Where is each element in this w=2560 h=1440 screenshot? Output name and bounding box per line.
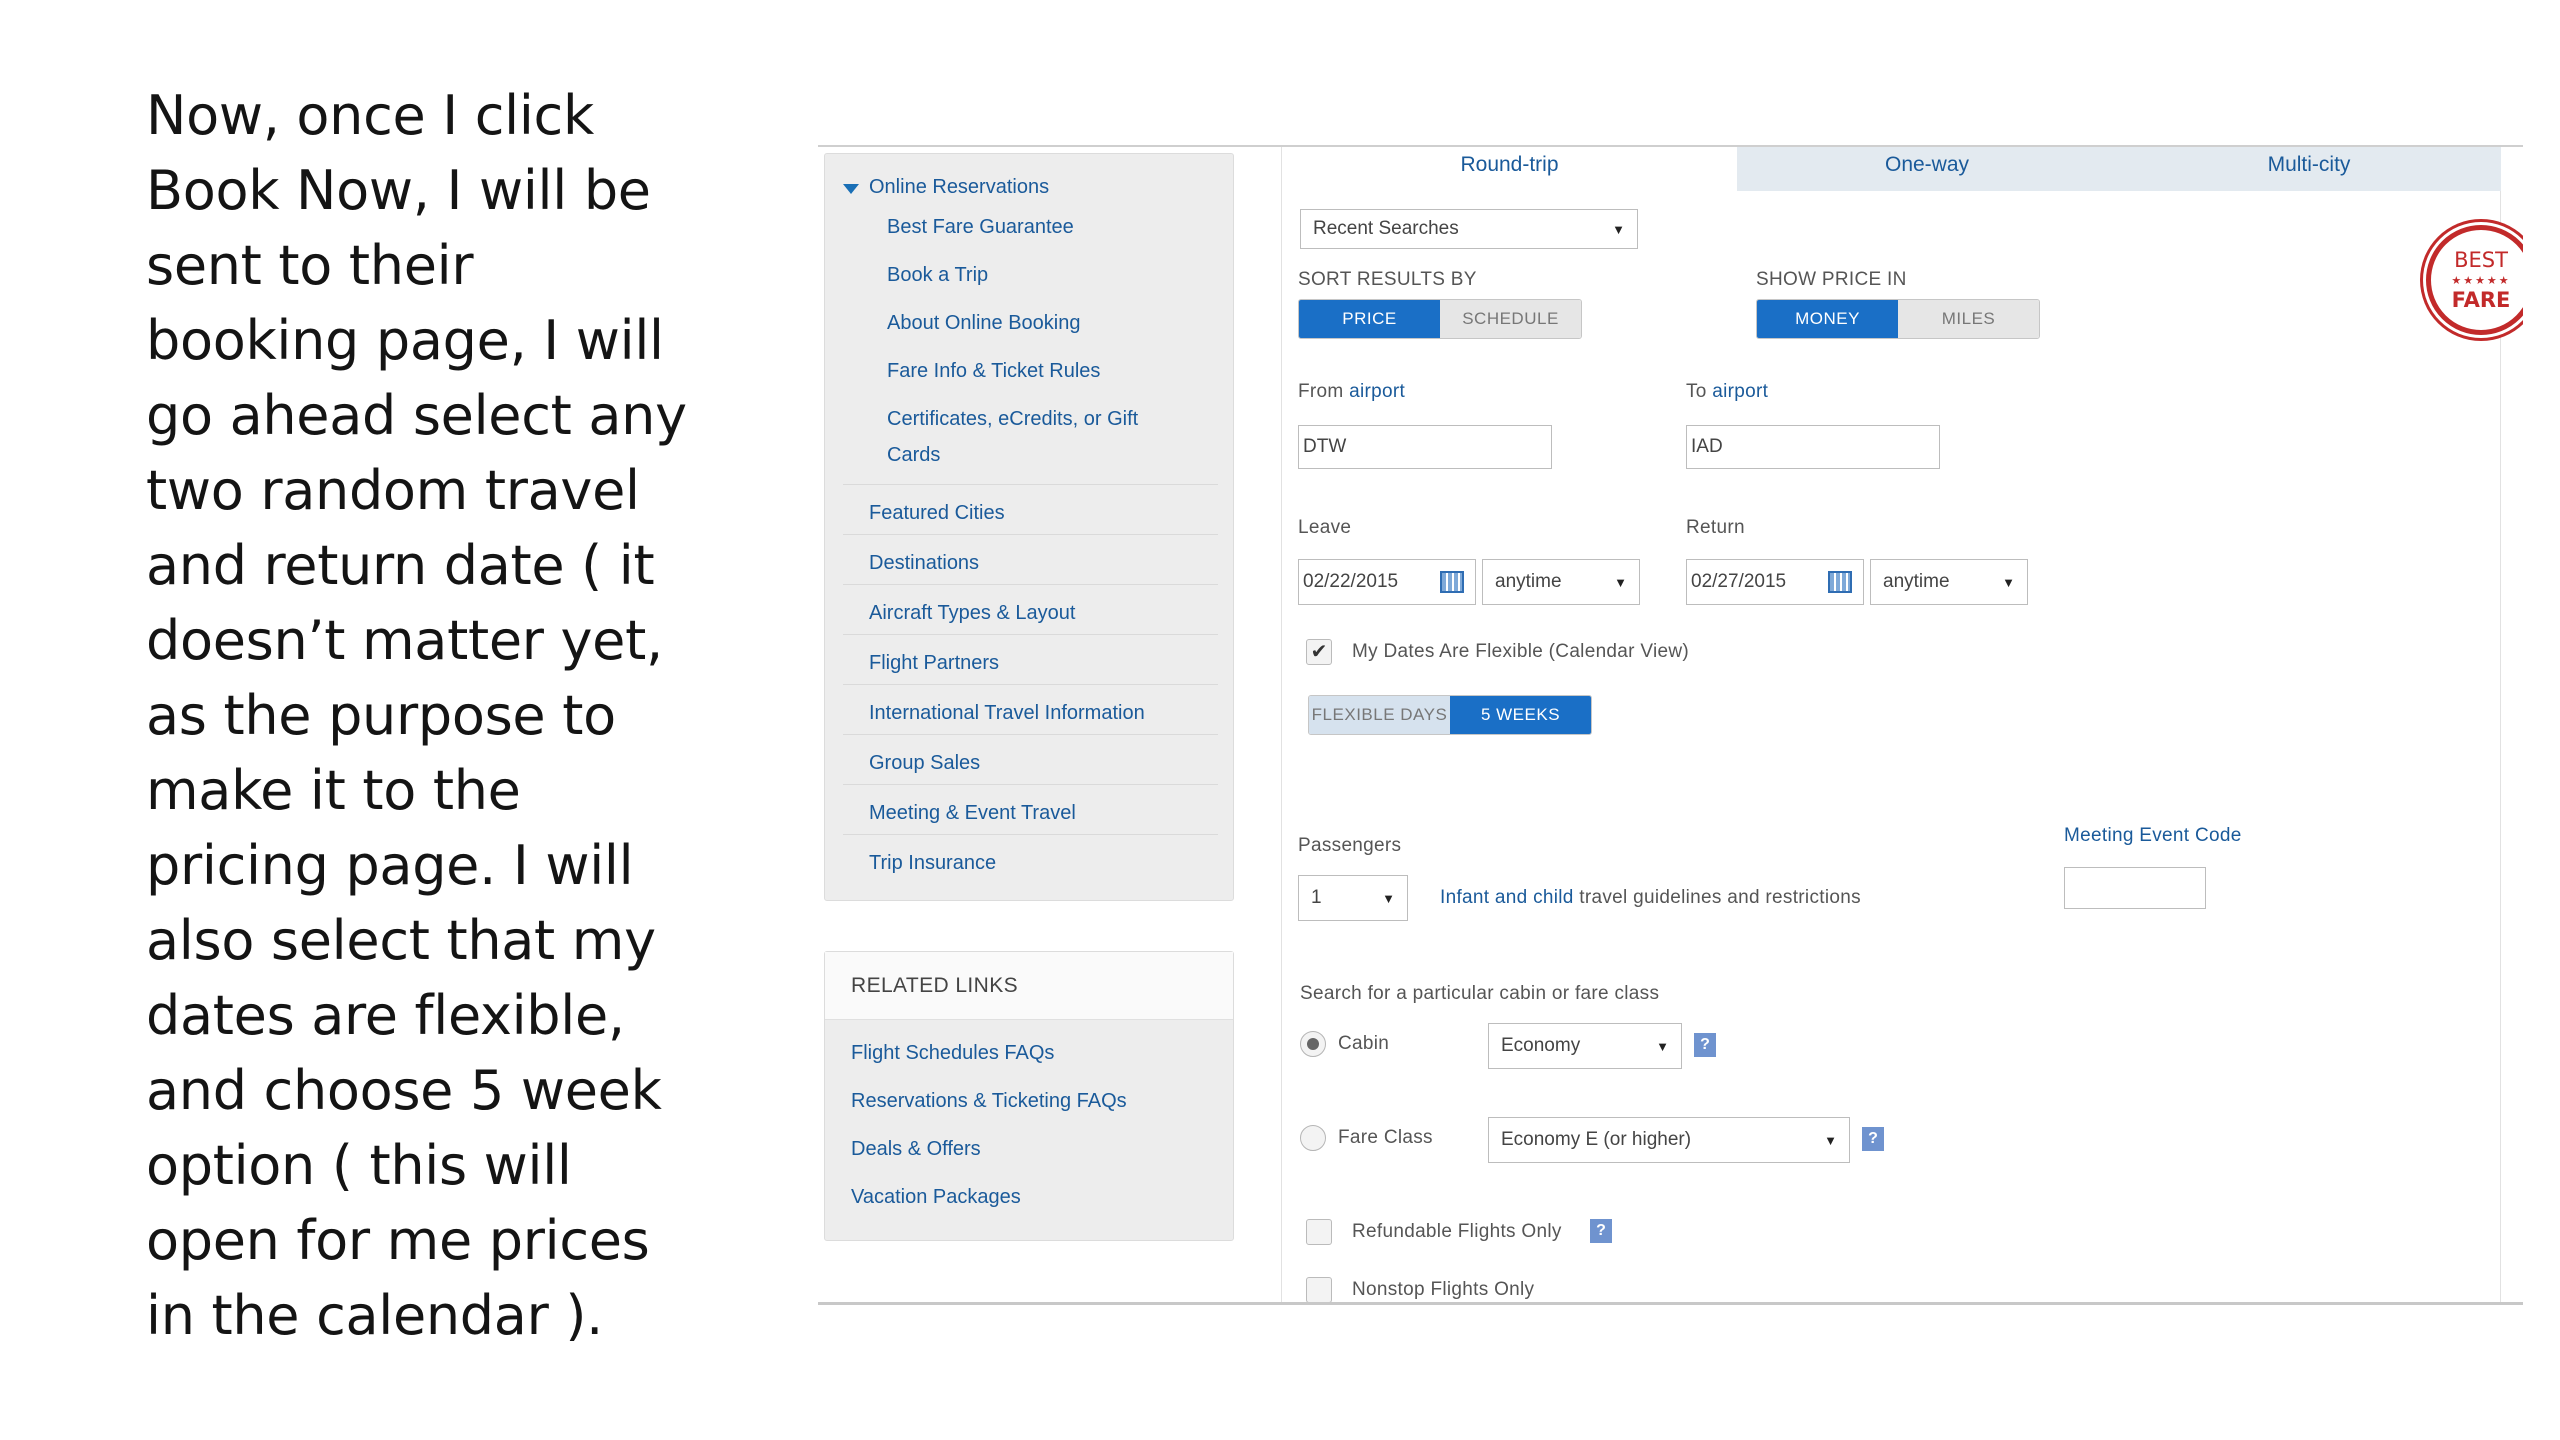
return-time-value: anytime: [1883, 571, 1950, 592]
narrative-line: option ( this will: [146, 1134, 572, 1197]
cabin-radio[interactable]: [1300, 1031, 1326, 1057]
cabin-label: Cabin: [1338, 1033, 1390, 1054]
from-airport-input[interactable]: DTW: [1298, 425, 1552, 469]
booking-screenshot: [818, 145, 2523, 1305]
price-money-button[interactable]: MONEY: [1757, 300, 1898, 338]
narrative-line: and choose 5 week: [146, 1059, 662, 1122]
related-link-vacation-packages[interactable]: Vacation Packages: [851, 1186, 1021, 1208]
infant-child-link[interactable]: Infant and child: [1440, 887, 1574, 908]
tab-round-trip[interactable]: Round-trip: [1460, 153, 1559, 176]
narrative-line: open for me prices: [146, 1209, 650, 1272]
leave-time-select[interactable]: [1482, 559, 1640, 605]
related-link-deals-offers[interactable]: Deals & Offers: [851, 1138, 981, 1160]
booking-form: [1281, 147, 2511, 1305]
divider: [843, 534, 1218, 535]
cabin-section-label: Search for a particular cabin or fare class: [1300, 983, 1660, 1004]
sidebar-item-international-travel[interactable]: International Travel Information: [869, 702, 1145, 724]
divider: [843, 784, 1218, 785]
sidebar-item-trip-insurance[interactable]: Trip Insurance: [869, 852, 997, 874]
infant-guidelines-note: travel guidelines and restrictions: [1579, 887, 1861, 908]
leave-time-value: anytime: [1495, 571, 1562, 592]
fare-class-value: Economy E (or higher): [1501, 1129, 1692, 1150]
sidebar-item-certificates[interactable]: Certificates, eCredits, or Gift: [887, 408, 1139, 430]
passengers-value: 1: [1311, 887, 1322, 908]
leave-date-input[interactable]: 02/22/2015: [1298, 559, 1476, 605]
related-link-reservations-faqs[interactable]: Reservations & Ticketing FAQs: [851, 1090, 1127, 1112]
narrative-line: also select that my: [146, 909, 656, 972]
help-icon[interactable]: ?: [1590, 1219, 1612, 1243]
return-time-select[interactable]: [1870, 559, 2028, 605]
recent-searches-select[interactable]: [1300, 209, 1638, 249]
seal-top-text: BEST: [2454, 248, 2508, 272]
flexible-dates-label: My Dates Are Flexible (Calendar View): [1352, 641, 1690, 662]
recent-searches-label: Recent Searches: [1313, 218, 1459, 239]
divider: [843, 584, 1218, 585]
narrative-line: go ahead select any: [146, 384, 687, 447]
sort-price-button[interactable]: PRICE: [1299, 300, 1440, 338]
narrative-line: Now, once I click: [146, 84, 594, 147]
help-icon[interactable]: ?: [1694, 1033, 1716, 1057]
tab-one-way[interactable]: One-way: [1737, 147, 2117, 191]
chevron-down-icon: ▼: [1382, 890, 1395, 906]
sidebar-section-online-reservations[interactable]: Online Reservations: [869, 176, 1050, 198]
five-weeks-button[interactable]: 5 WEEKS: [1450, 696, 1591, 734]
sidebar-item-book-a-trip[interactable]: Book a Trip: [887, 264, 989, 286]
sort-label: SORT RESULTS BY: [1298, 269, 1477, 290]
related-links-title: RELATED LINKS: [825, 952, 1233, 1020]
to-airport-input[interactable]: IAD: [1686, 425, 1940, 469]
price-miles-button[interactable]: MILES: [1898, 300, 2039, 338]
sidebar-item-destinations[interactable]: Destinations: [869, 552, 980, 574]
from-airport-link[interactable]: airport: [1349, 381, 1406, 402]
infant-guidelines-text: [1440, 887, 1861, 909]
narrative-line: make it to the: [146, 759, 521, 822]
refundable-checkbox[interactable]: [1306, 1219, 1332, 1245]
flexible-days-button[interactable]: FLEXIBLE DAYS: [1309, 696, 1450, 734]
passengers-label: Passengers: [1298, 835, 1402, 856]
calendar-icon[interactable]: [1828, 571, 1852, 593]
passengers-select[interactable]: [1298, 875, 1408, 921]
sidebar-item-certificates-cont[interactable]: Cards: [887, 444, 941, 466]
show-price-label: SHOW PRICE IN: [1756, 269, 1907, 290]
divider: [843, 684, 1218, 685]
return-label: Return: [1686, 517, 1745, 538]
chevron-down-icon: ▼: [1612, 221, 1625, 237]
meeting-event-code-input[interactable]: [2064, 867, 2206, 909]
narrative-line: as the purpose to: [146, 684, 616, 747]
show-price-toggle: [1756, 299, 2040, 339]
narrative-line: in the calendar ).: [146, 1284, 603, 1347]
fare-class-radio[interactable]: [1300, 1125, 1326, 1151]
tab-multi-city[interactable]: Multi-city: [2117, 147, 2501, 191]
sidebar-item-best-fare-guarantee[interactable]: Best Fare Guarantee: [887, 216, 1074, 238]
to-label: [1686, 381, 1768, 403]
cabin-select[interactable]: [1488, 1023, 1682, 1069]
narrative-line: pricing page. I will: [146, 834, 634, 897]
from-label: [1298, 381, 1405, 403]
cabin-value: Economy: [1501, 1035, 1581, 1056]
nonstop-checkbox[interactable]: [1306, 1277, 1332, 1303]
narrative-line: doesn’t matter yet,: [146, 609, 663, 672]
divider: [843, 834, 1218, 835]
from-label-text: From: [1298, 381, 1344, 402]
related-link-flight-schedules-faqs[interactable]: Flight Schedules FAQs: [851, 1042, 1055, 1064]
return-date-input[interactable]: 02/27/2015: [1686, 559, 1864, 605]
divider: [843, 484, 1218, 485]
meeting-event-code-label: Meeting Event Code: [2064, 825, 2242, 846]
divider: [843, 634, 1218, 635]
chevron-down-icon: ▼: [1614, 574, 1627, 590]
sidebar-item-flight-partners[interactable]: Flight Partners: [869, 652, 1000, 674]
best-fare-seal: [2426, 225, 2523, 335]
fare-class-select[interactable]: [1488, 1117, 1850, 1163]
nonstop-label: Nonstop Flights Only: [1352, 1279, 1535, 1300]
caret-down-icon[interactable]: [843, 184, 859, 194]
sidebar-item-featured-cities[interactable]: Featured Cities: [869, 502, 1005, 524]
narrative-line: sent to their: [146, 234, 474, 297]
sidebar-item-fare-info[interactable]: Fare Info & Ticket Rules: [887, 360, 1101, 382]
narrative-line: and return date ( it: [146, 534, 655, 597]
sidebar-item-aircraft-types[interactable]: Aircraft Types & Layout: [869, 602, 1076, 624]
fare-class-label: Fare Class: [1338, 1127, 1433, 1148]
to-airport-link[interactable]: airport: [1712, 381, 1769, 402]
narrative-line: booking page, I will: [146, 309, 664, 372]
chevron-down-icon: ▼: [1656, 1038, 1669, 1054]
seal-stars: ★★★★★: [2451, 275, 2511, 287]
flexible-toggle: [1308, 695, 1592, 735]
narrative-line: two random travel: [146, 459, 640, 522]
related-links-panel: [824, 951, 1234, 1241]
chevron-down-icon: ▼: [2002, 574, 2015, 590]
flexible-dates-checkbox[interactable]: ✔: [1306, 639, 1332, 665]
chevron-down-icon: ▼: [1824, 1132, 1837, 1148]
calendar-icon[interactable]: [1440, 571, 1464, 593]
sidebar: [824, 153, 1234, 901]
sort-schedule-button[interactable]: SCHEDULE: [1440, 300, 1581, 338]
sort-toggle: [1298, 299, 1582, 339]
seal-bottom-text: FARE: [2451, 288, 2511, 312]
sidebar-item-meeting-event-travel[interactable]: Meeting & Event Travel: [869, 802, 1076, 824]
narrative-line: Book Now, I will be: [146, 159, 651, 222]
narrative-line: dates are flexible,: [146, 984, 625, 1047]
sidebar-item-group-sales[interactable]: Group Sales: [869, 752, 981, 774]
divider: [843, 734, 1218, 735]
sidebar-item-about-online-booking[interactable]: About Online Booking: [887, 312, 1081, 334]
refundable-label: Refundable Flights Only: [1352, 1221, 1562, 1242]
to-label-text: To: [1686, 381, 1707, 402]
narrative-text: [146, 78, 706, 1353]
help-icon[interactable]: ?: [1862, 1127, 1884, 1151]
leave-label: Leave: [1298, 517, 1352, 538]
